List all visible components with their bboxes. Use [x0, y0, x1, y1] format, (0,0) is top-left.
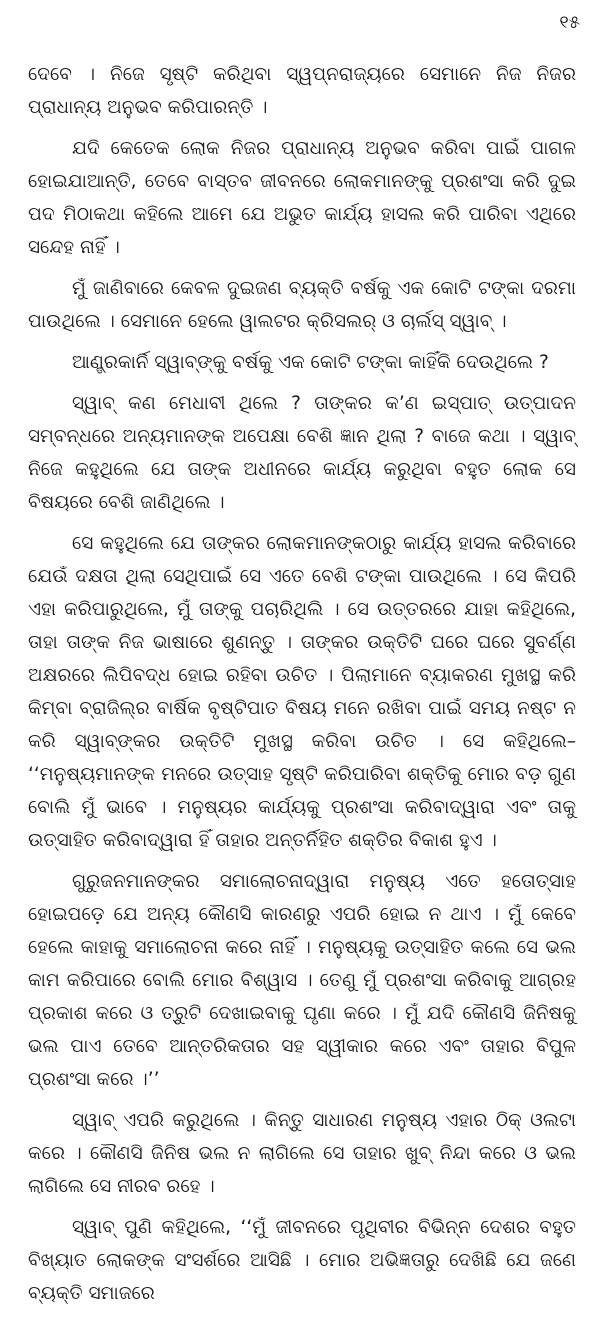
paragraph-1: ଦେବେ । ନିଜେ ସୃଷ୍ଟି କରିଥିବା ସ୍ୱପ୍ନରାଜ୍ୟରେ ସେମାନେ ନିଜ ନିଜର ପ୍ରାଧାନ୍ୟ ଅନୁଭବ କରିପାରନ୍ତି । [28, 64, 576, 118]
paragraph-2: ଯଦି କେତେକ ଲୋକ ନିଜର ପ୍ରାଧାନ୍ୟ ଅନୁଭବ କରିବା ପାଇଁ ପାଗଳ ହୋଇଯାଆନ୍ତି, ତେବେ ବାସ୍ତବ ଜୀବନରେ ଲୋକମାନଙ୍କୁ ପ୍ରଶଂସା କରି ଦୁଇ ପଦ ମିଠାକଥା କହିଲେ ଆମେ ଯେ ଅଭୁତ କାର୍ଯ୍ୟ ହାସଲ କରି ପାରିବା ଏଥିରେ ସନ୍ଦେହ ନାହିଁ । [28, 138, 576, 258]
paragraph-6: ସେ କହୁଥିଲେ ଯେ ତାଙ୍କର ଲୋକମାନଙ୍କଠାରୁ କାର୍ଯ୍ୟ ହାସଲ କରିବାରେ ଯେଉଁ ଦକ୍ଷତା ଥିଲା ସେଥିପାଇଁ ସେ ଏତେ ବେଶି ଟଙ୍କା ପାଉଥିଲେ । ସେ କିପରି ଏହା କରିପାରୁଥିଲେ, ମୁଁ ତାଙ୍କୁ ପଚାରିଥିଲି । ସେ ଉତ୍ତରରେ ଯାହା କହିଥିଲେ, ତାହା ତାଙ୍କ ନିଜ ଭାଷାରେ ଶୁଣନ୍ତୁ । ତାଙ୍କର ଉକ୍ତିଟି ଘରେ ଘରେ ସୁବର୍ଣ୍ଣ ଅକ୍ଷରରେ ଲିପିବଦ୍ଧ ହୋଇ ରହିବା ଉଚିତ । ପିଲାମାନେ ବ୍ୟାକରଣ ମୁଖସ୍ଥ କରି କିମ୍ବା ବ୍ରାଜିଲ୍‌ର ବାର୍ଷିକ ବୃଷ୍ଟିପାତ ବିଷୟ ମନେ ରଖିବା ପାଇଁ ସମୟ ନଷ୍ଟ ନ କରି ସ୍ୱାବ୍‌ଙ୍କର ଉକ୍ତିଟି ମୁଖସ୍ଥ କରିବା ଉଚିତ । ସେ କହିଥିଲେ– ‘‘ମନୁଷ୍ୟମାନଙ୍କ ମନରେ ଉତ୍ସାହ ସୃଷ୍ଟି କରିପାରିବା ଶକ୍ତିକୁ ମୋର ବଡ଼ ଗୁଣ ବୋଲି ମୁଁ ଭାବେ । ମନୁଷ୍ୟର କାର୍ଯ୍ୟକୁ ପ୍ରଶଂସା କରିବାଦ୍ୱାରା ଏବଂ ତାକୁ ଉତ୍ସାହିତ କରିବାଦ୍ୱାରା ହିଁ ତାହାର ଅନ୍ତର୍ନିହିତ ଶକ୍ତିର ବିକାଶ ହୁଏ । [28, 533, 576, 851]
paragraph-5: ସ୍ୱାବ୍ କଣ ମେଧାବୀ ଥିଲେ ? ତାଙ୍କର କ’ଣ ଇସ୍ପାତ୍ ଉତ୍ପାଦନ ସମ୍ବନ୍ଧରେ ଅନ୍ୟମାନଙ୍କ ଅପେକ୍ଷା ବେଶି ଜ୍ଞାନ ଥିଲା ? ବାଜେ କଥା । ସ୍ୱାବ୍ ନିଜେ କହୁଥିଲେ ଯେ ତାଙ୍କ ଅଧୀନରେ କାର୍ଯ୍ୟ କରୁଥିବା ବହୁତ ଲୋକ ସେ ବିଷୟରେ ବେଶି ଜାଣିଥିଲେ । [28, 393, 576, 513]
page-body [28, 58, 576, 1318]
page-number: ୧୫ [559, 12, 580, 33]
paragraph-9: ସ୍ୱାବ୍ ପୁଣି କହିଥିଲେ, ‘‘ମୁଁ ଜୀବନରେ ପୃଥିବୀର ବିଭିନ୍ନ ଦେଶର ବହୁତ ବିଖ୍ୟାତ ଲୋକଙ୍କ ସଂସର୍ଶରେ ଆସିଛି । ମୋର ଅଭିଜ୍ଞତାରୁ ଦେଖିଛି ଯେ ଜଣେ ବ୍ୟକ୍ତି ସମାଜରେ [28, 1217, 576, 1304]
paragraph-3: ମୁଁ ଜାଣିବାରେ କେବଳ ଦୁଇଜଣ ବ୍ୟକ୍ତି ବର୍ଷକୁ ଏକ କୋଟି ଟଙ୍କା ଦରମା ପାଉଥିଲେ । ସେମାନେ ହେଲେ ୱାଲଟର କ୍ରିସଲର୍ ଓ ଚାର୍ଲସ୍ ସ୍ୱାବ୍ । [28, 278, 576, 332]
paragraph-7: ଗୁରୁଜନମାନଙ୍କର ସମାଲୋଚନାଦ୍ୱାରା ମନୁଷ୍ୟ ଏତେ ହତୋତ୍ସାହ ହୋଇପଡ଼େ ଯେ ଅନ୍ୟ କୌଣସି କାରଣରୁ ଏପରି ହୋଇ ନ ଥାଏ । ମୁଁ କେବେ ହେଲେ କାହାକୁ ସମାଲୋଚନା କରେ ନାହିଁ । ମନୁଷ୍ୟକୁ ଉତ୍ସାହିତ କଲେ ସେ ଭଲ କାମ କରିପାରେ ବୋଲି ମୋର ବିଶ୍ୱାସ । ତେଣୁ ମୁଁ ପ୍ରଶଂସା କରିବାକୁ ଆଗ୍ରହ ପ୍ରକାଶ କରେ ଓ ତ୍ରୁଟି ଦେଖାଇବାକୁ ଘୃଣା କରେ । ମୁଁ ଯଦି କୌଣସି ଜିନିଷକୁ ଭଲ ପାଏ ତେବେ ଆନ୍ତରିକତାର ସହ ସ୍ୱୀକାର କରେ ଏବଂ ତାହାର ବିପୁଳ ପ୍ରଶଂସା କରେ ।’’ [28, 871, 576, 1090]
paragraph-8: ସ୍ୱାବ୍ ଏପରି କରୁଥିଲେ । କିନ୍ତୁ ସାଧାରଣ ମନୁଷ୍ୟ ଏହାର ଠିକ୍ ଓଲଟା କରେ । କୌଣସି ଜିନିଷ ଭଲ ନ ଲାଗିଲେ ସେ ତାହାର ଖୁବ୍ ନିନ୍ଦା କରେ ଓ ଭଲ ଲାଗିଲେ ସେ ନୀରବ ରହେ । [28, 1110, 576, 1197]
paragraph-4: ଆଣ୍ଡ୍ରକାର୍ନି ସ୍ୱାବ୍‌ଙ୍କୁ ବର୍ଷକୁ ଏକ କୋଟି ଟଙ୍କା କାହିଁକି ଦେଉଥିଲେ ? [72, 352, 549, 373]
